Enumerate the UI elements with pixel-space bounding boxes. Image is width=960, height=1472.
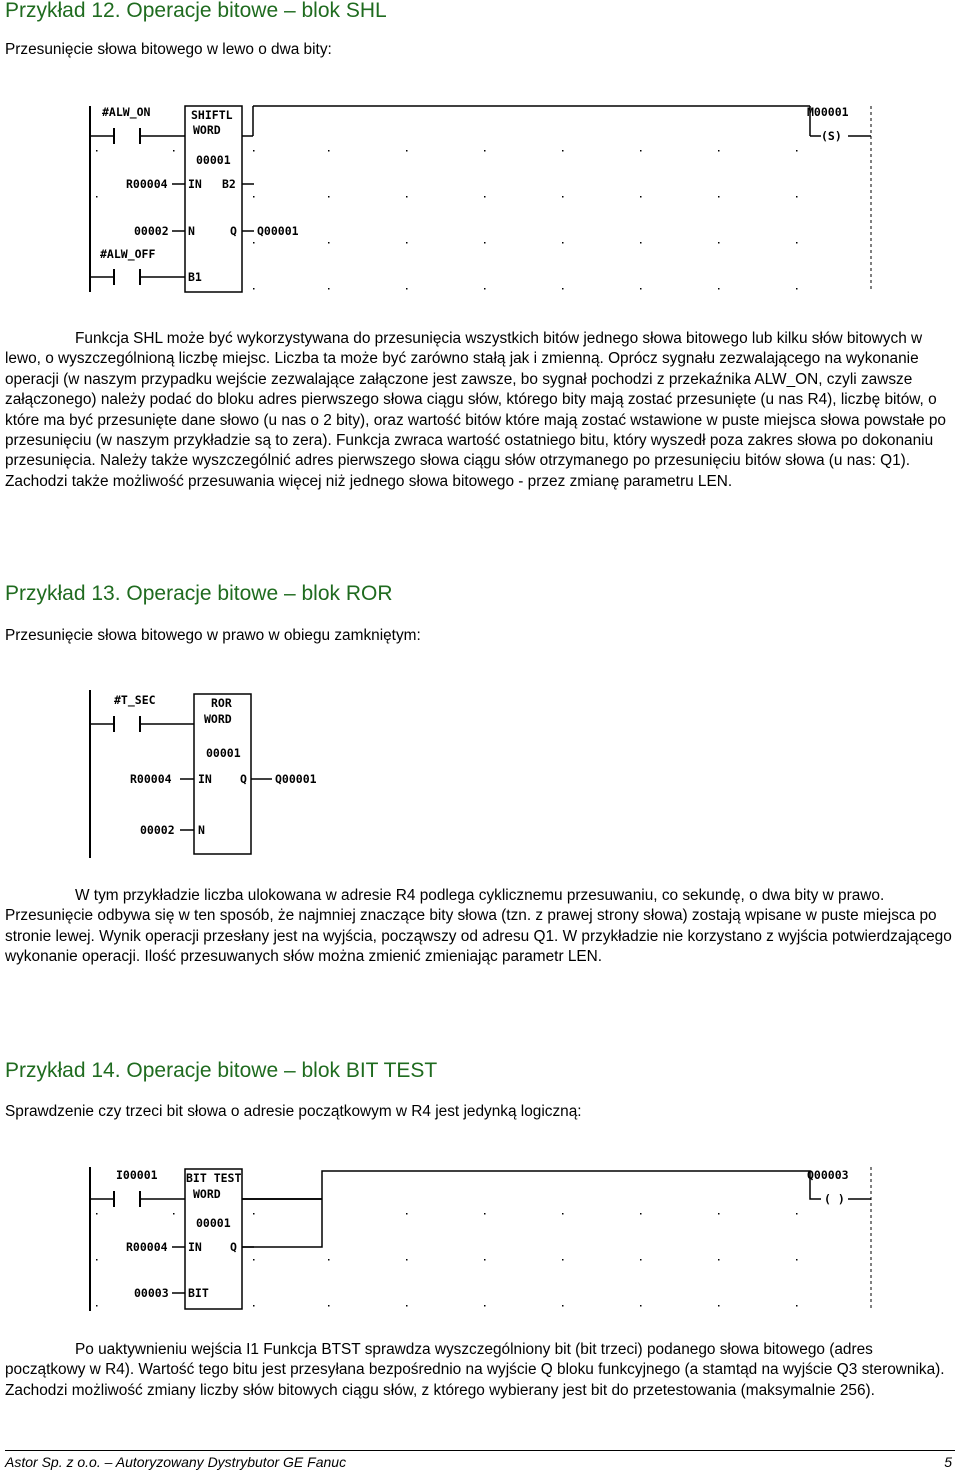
ex14-in-ref: R00004 — [126, 1240, 168, 1254]
ex12-block-name: SHIFTL — [191, 108, 233, 122]
ex13-body: W tym przykładzie liczba ulokowana w adresie R4 podlega cyklicznemu przesuwaniu, co sekundę, o dwa bity w prawo. Przesunięcie odbywa się w ten sposób, że najmniej znaczące bity słowa (tzn. z prawej strony słowa) zostają wpisane w puste miejsca po stronie lewej. Wynik operacji przesłany jest na wyjścia, począwszy od adresu Q1. W przykładzie nie korzystano z wyjścia potwierdzającego wykonanie operacji. Ilość przesuwanych słów można zmienić zmieniając parametr LEN. — [5, 887, 952, 966]
ex14-lead: Sprawdzenie czy trzeci bit słowa o adresie początkowym w R4 jest jedynką logiczną: — [5, 1103, 582, 1120]
ex14-block-name: BIT TEST — [186, 1171, 242, 1185]
ex13-in-ref: R00004 — [130, 772, 172, 786]
ex14-title: Przykład 14. Operacje bitowe – blok BIT TEST — [5, 1059, 438, 1082]
ex12-grid-dots — [96, 150, 798, 290]
ex14-contact1-label: I00001 — [116, 1168, 158, 1182]
ex12-coil-ref: M00001 — [807, 105, 849, 119]
ex13-n-label: N — [198, 823, 205, 837]
ex12-ladder-diagram — [88, 100, 878, 295]
ex12-b1-label: B1 — [188, 270, 202, 284]
ex12-lead: Przesunięcie słowa bitowego w lewo o dwa bity: — [5, 41, 332, 58]
ex14-block-type: WORD — [193, 1187, 221, 1201]
ex14-body: Po uaktywnieniu wejścia I1 Funkcja BTST sprawdza wyszczególniony bit (bit trzeci) podanego słowa bitowego (adres początkowy w R4). Wartość tego bitu jest przesyłana bezpośrednio na wyjście Q bloku funkcyjnego (a stamtąd na wyjście Q3 sterownika). Zachodzi możliwość zmiany liczby słów bitowych ciągu słów, z którego wybierany jest bit do przetestowania (maksymalnie 256). — [5, 1341, 945, 1399]
ex12-title: Przykład 12. Operacje bitowe – blok SHL — [5, 0, 387, 22]
ex14-coil-ref: Q00003 — [807, 1168, 849, 1182]
ex12-coil-symbol: (S) — [821, 129, 842, 143]
ex13-block-name: ROR — [211, 696, 232, 710]
ex14-block-len: 00001 — [196, 1216, 231, 1230]
ex12-in-ref: R00004 — [126, 177, 168, 191]
ex13-ladder-diagram — [88, 688, 878, 860]
ex13-lead: Przesunięcie słowa bitowego w prawo w obiegu zamkniętym: — [5, 627, 421, 644]
ex12-contact1-label: #ALW_ON — [102, 105, 151, 119]
ex13-block-type: WORD — [204, 712, 232, 726]
ex12-q-label: Q — [230, 224, 237, 238]
ex13-in-label: IN — [198, 772, 212, 786]
ex14-ladder-diagram — [88, 1163, 878, 1313]
footer-company: Astor Sp. z o.o. – Autoryzowany Dystrybutor GE Fanuc — [5, 1454, 347, 1470]
ex14-bit-label: BIT — [188, 1286, 209, 1300]
ex14-coil-symbol: ( ) — [824, 1192, 845, 1206]
ex14-bit-ref: 00003 — [134, 1286, 169, 1300]
ex14-q-label: Q — [230, 1240, 237, 1254]
ex13-contact1-label: #T_SEC — [114, 693, 156, 707]
ex14-in-label: IN — [188, 1240, 202, 1254]
ex12-n-ref: 00002 — [134, 224, 169, 238]
ex12-block-len: 00001 — [196, 153, 231, 167]
ex12-b2-label: B2 — [222, 177, 236, 191]
ex13-title: Przykład 13. Operacje bitowe – blok ROR — [5, 582, 393, 605]
ex12-block-type: WORD — [193, 123, 221, 137]
ex13-q-ref: Q00001 — [275, 772, 317, 786]
ex13-block-len: 00001 — [206, 746, 241, 760]
ex13-n-ref: 00002 — [140, 823, 175, 837]
ex12-in-label: IN — [188, 177, 202, 191]
ex12-contact2-label: #ALW_OFF — [100, 247, 156, 261]
ex13-q-label: Q — [240, 772, 247, 786]
footer-divider — [5, 1450, 955, 1451]
ex12-q-ref: Q00001 — [257, 224, 299, 238]
page-number: 5 — [944, 1454, 952, 1470]
ex12-n-label: N — [188, 224, 195, 238]
ex14-output-rung — [254, 1171, 821, 1247]
ex12-body: Funkcja SHL może być wykorzystywana do przesunięcia wszystkich bitów jednego słowa bitowego lub kilku słów bitowych w lewo, o wyszczególnioną liczbę miejsc. Liczba ta może być zarówno stałą jak i zmienną. Oprócz sygnału zezwalającego na wykonanie operacji (w naszym przypadku wejście zezwalające załączone jest zawsze, bo sygnał pochodzi z przekaźnika ALW_ON, czyli zawsze załączonego) należy podać do bloku adres pierwszego słowa ciągu słów, którego bity mają zostać przesunięte (u nas R4), liczbę bitów, o które ma być przesunięte dane słowo (u nas o 2 bity), oraz wartość bitów które mają zostać wstawione w puste miejsca słowa powstałe po przesunięciu (w naszym przykładzie są to zera). Funkcja zwraca wartość ostatniego bitu, który wyszedł poza zakres słowa po dokonaniu przesunięcia. Należy także wyszczególnić adres pierwszego słowa ciągu słów otrzymanego po przesunięciu bitów słowa (u nas: Q1). Zachodzi także możliwość przesuwania więcej niż jednego słowa bitowego - przez zmianę parametru LEN. — [5, 330, 946, 490]
